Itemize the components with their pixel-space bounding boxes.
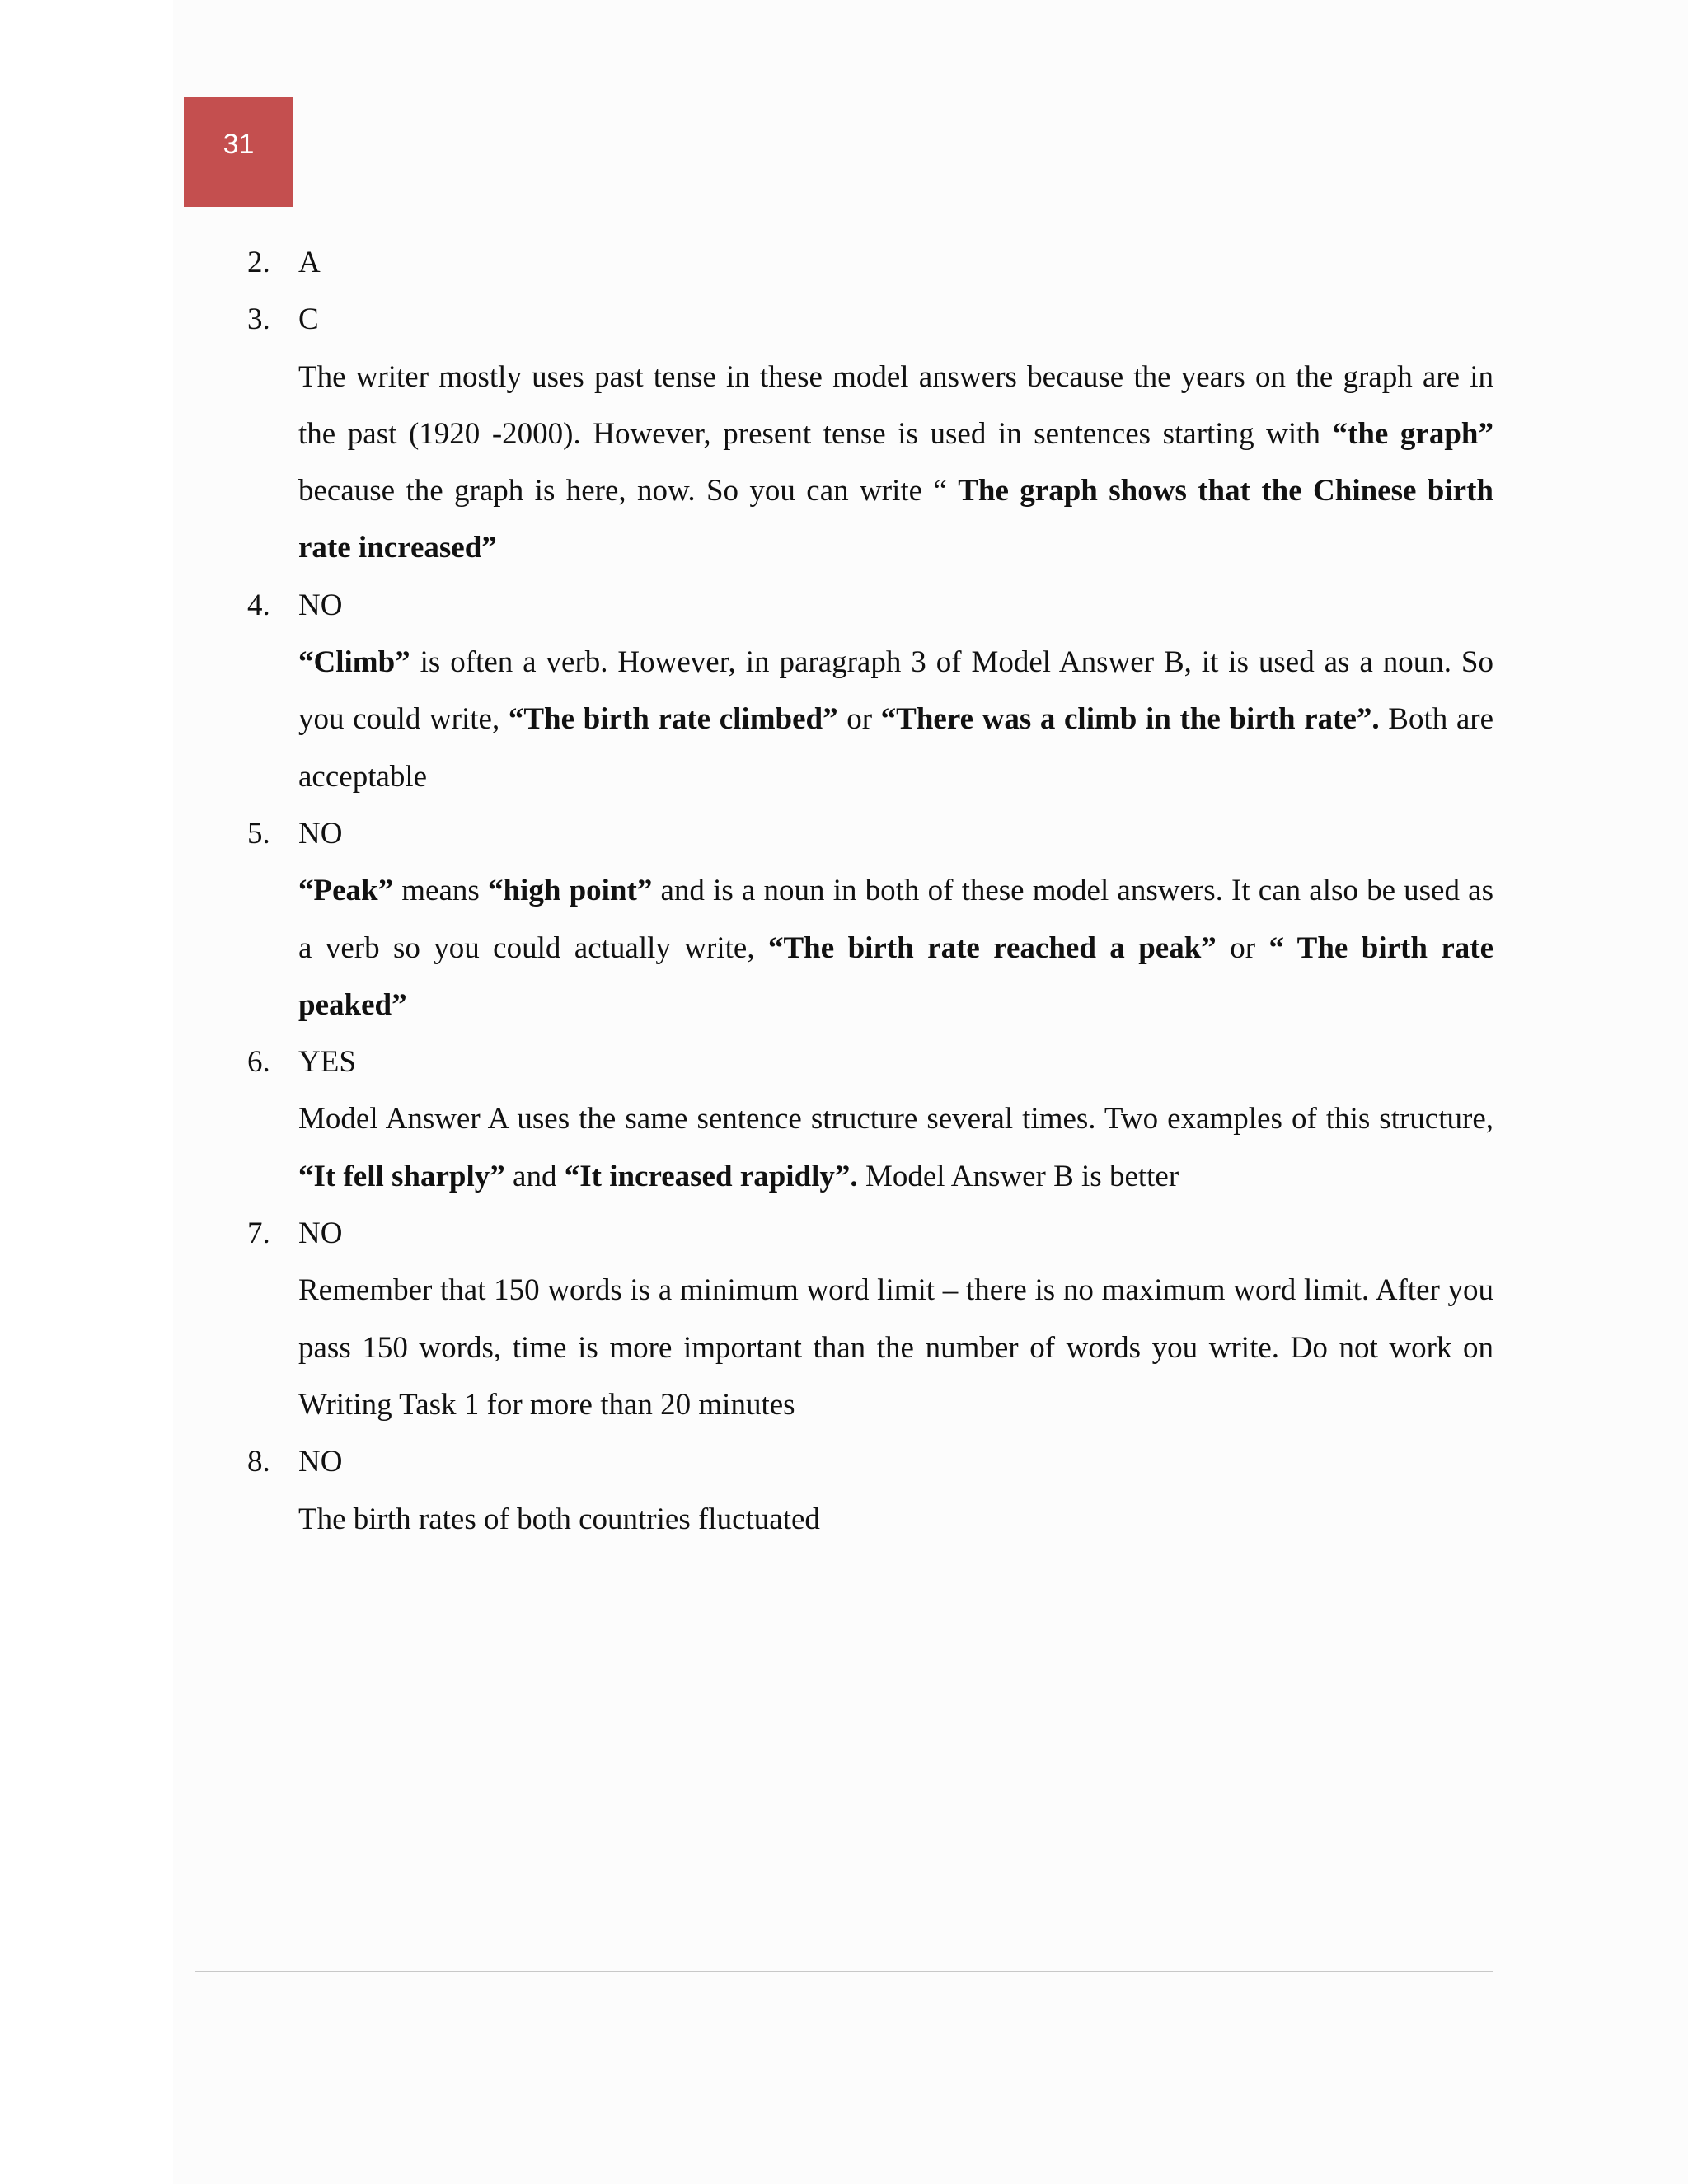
answer-value: NO: [298, 1216, 343, 1251]
explanation-text: is often a verb. However, in paragraph 3 of Model Answer B, it is used as a noun. So you could write,: [298, 645, 1493, 737]
answer-value: YES: [298, 1045, 356, 1080]
explanation-text: because the graph is here, now. So you can write “: [298, 474, 959, 509]
emphasized-phrase: “It fell sharply”: [298, 1159, 505, 1193]
explanation-text: The writer mostly uses past tense in these model answers because the years on the graph are in the past (1920 -2000). However, present tense is used in sentences starting with: [298, 359, 1493, 451]
answer-explanation: [298, 1491, 1493, 1548]
answer-list: [247, 234, 1493, 1548]
explanation-text: Remember that 150 words is a minimum word limit – there is no maximum word limit. After you pass 150 words, time is more important than the number of words you write. Do not work on Writing Task 1 for more than 20 minutes: [298, 1273, 1493, 1422]
emphasized-phrase: “the graph”: [1332, 416, 1493, 451]
answer-number: 4.: [247, 588, 270, 622]
answer-explanation: [298, 1090, 1493, 1205]
emphasized-phrase: “ The birth rate peaked”: [298, 930, 1494, 1022]
explanation-text: The birth rates of both countries fluctuated: [298, 1502, 820, 1536]
explanation-text: and: [504, 1159, 565, 1193]
answer-item: [247, 805, 1493, 1033]
answer-item: [247, 234, 1493, 291]
answer-value: NO: [298, 588, 343, 622]
explanation-text: Both are acceptable: [298, 702, 1494, 794]
footer-divider: [195, 1971, 1493, 1972]
emphasized-phrase: “Climb”: [298, 645, 410, 680]
answer-number: 2.: [247, 246, 270, 279]
answer-number: 7.: [247, 1216, 270, 1251]
answer-explanation: [298, 1262, 1493, 1433]
answer-value: A: [298, 246, 321, 279]
answer-value: NO: [298, 816, 343, 851]
explanation-text: and is a noun in both of these model answers. It can also be used as a verb so you could actually write,: [298, 874, 1493, 965]
answer-item: [247, 1033, 1493, 1205]
answer-explanation: [298, 634, 1493, 805]
answer-number: 3.: [247, 302, 270, 337]
page-number: 31: [223, 129, 255, 160]
emphasized-phrase: “Peak”: [298, 874, 394, 908]
emphasized-phrase: “The birth rate climbed”: [508, 702, 838, 737]
answer-item: [247, 1433, 1493, 1548]
emphasized-phrase: “high point”: [487, 874, 653, 908]
emphasized-phrase: “There was a climb in the birth rate”.: [880, 702, 1380, 737]
answer-item: [247, 1205, 1493, 1433]
answer-number: 5.: [247, 816, 270, 851]
explanation-text: or: [1216, 930, 1269, 965]
explanation-text: or: [837, 702, 881, 737]
explanation-text: Model Answer B is better: [857, 1159, 1179, 1193]
answer-number: 8.: [247, 1445, 270, 1479]
answer-number: 6.: [247, 1045, 270, 1080]
explanation-text: means: [393, 874, 488, 908]
answer-explanation: [298, 862, 1493, 1033]
answer-explanation: [298, 349, 1493, 577]
answer-value: C: [298, 302, 319, 337]
answer-value: NO: [298, 1445, 343, 1479]
explanation-text: Model Answer A uses the same sentence structure several times. Two examples of this structure,: [298, 1102, 1493, 1137]
page-number-badge: [184, 97, 293, 207]
answer-item: [247, 577, 1493, 805]
answer-item: [247, 291, 1493, 576]
emphasized-phrase: “It increased rapidly”.: [564, 1159, 858, 1193]
emphasized-phrase: The graph shows that the Chinese birth rate increased”: [298, 474, 1493, 565]
emphasized-phrase: “The birth rate reached a peak”: [767, 930, 1217, 965]
